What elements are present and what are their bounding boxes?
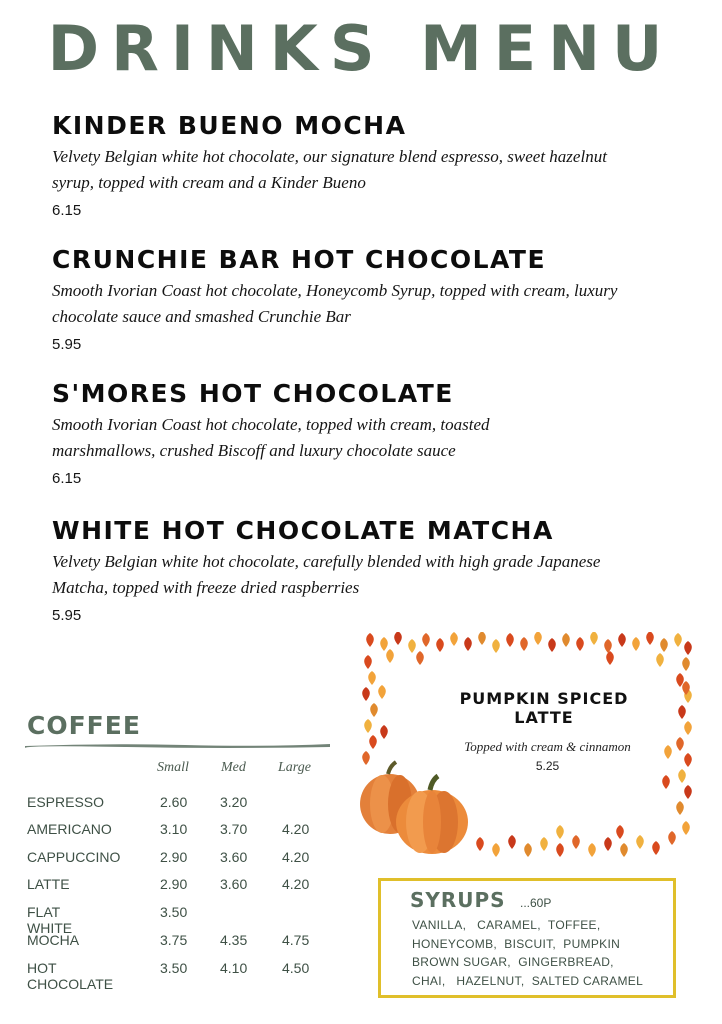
menu-item-white-hot-chocolate-matcha [52,517,702,624]
item-name: KINDER BUENO MOCHA [52,111,407,140]
price-med: 4.10 [220,960,248,976]
item-price: 5.95 [52,335,82,353]
menu-item-kinder-bueno-mocha [52,112,702,219]
item-name: CRUNCHIE BAR HOT CHOCOLATE [52,245,547,274]
drink-name: ESPRESSO [27,794,105,810]
syrups-line: VANILLA, CARAMEL, TOFFEE, [412,918,601,932]
price-med: 3.60 [220,849,248,865]
size-large-header: Large [278,760,311,775]
price-med: 3.60 [220,876,248,892]
price-large: 4.50 [282,960,310,976]
pumpkin-title-line1: PUMPKIN SPICED [459,689,629,708]
price-small: 2.90 [160,876,188,892]
item-description: Velvety Belgian white hot chocolate, our signature blend espresso, sweet hazelnut syrup, topped with cream and a Kinder Bueno [52,146,607,192]
price-small: 3.50 [160,904,188,920]
drink-name: HOT CHOCOLATE [27,960,114,992]
syrups-price: ...60P [520,896,552,910]
coffee-heading: COFFEE [27,711,141,740]
syrups-heading: SYRUPS [410,888,506,912]
price-small: 2.90 [160,849,188,865]
pumpkin-description: Topped with cream & cinnamon [464,739,631,754]
drink-name: AMERICANO [27,821,112,837]
item-price: 6.15 [52,469,82,487]
item-price: 5.95 [52,606,82,624]
item-description: Smooth Ivorian Coast hot chocolate, Honeycomb Syrup, topped with cream, luxury chocolate sauce and smashed Crunchie Bar [52,280,618,326]
price-large: 4.75 [282,932,310,948]
drink-name: MOCHA [27,932,80,948]
brush-stroke-divider [25,741,330,749]
pumpkin-price: 5.25 [535,759,560,773]
price-large: 4.20 [282,849,310,865]
price-med: 3.70 [220,821,248,837]
price-small: 3.50 [160,960,188,976]
price-small: 3.75 [160,932,188,948]
syrups-line: HONEYCOMB, BISCUIT, PUMPKIN [412,936,621,951]
price-med: 4.35 [220,932,248,948]
price-large: 4.20 [282,876,310,892]
syrups-line: BROWN SUGAR, GINGERBREAD, [412,955,614,969]
drink-name: CAPPUCCINO [27,849,121,865]
item-price: 6.15 [52,201,82,219]
syrups-list [412,916,672,990]
syrups-line: CHAI, HAZELNUT, SALTED CARAMEL [412,973,644,988]
pumpkin-title-line2: LATTE [514,708,574,727]
drink-name: FLAT WHITE [27,904,73,936]
menu-item-crunchie-bar [52,246,702,353]
menu-item-smores [52,380,702,487]
price-large: 4.20 [282,821,310,837]
size-med-header: Med [221,760,246,775]
price-med: 3.20 [220,794,248,810]
pumpkin-spiced-latte-title [430,689,658,727]
item-name: S'MORES HOT CHOCOLATE [52,379,454,408]
drink-name: LATTE [27,876,70,892]
item-name: WHITE HOT CHOCOLATE MATCHA [52,516,554,545]
item-description: Velvety Belgian white hot chocolate, carefully blended with high grade Japanese Matcha, topped with freeze dried raspberries [52,551,601,597]
price-small: 3.10 [160,821,188,837]
price-small: 2.60 [160,794,188,810]
item-description: Smooth Ivorian Coast hot chocolate, topped with cream, toasted marshmallows, crushed Biscoff and luxury chocolate sauce [52,414,490,460]
size-small-header: Small [157,760,189,775]
menu-title: DRINKS MENU [47,12,675,85]
